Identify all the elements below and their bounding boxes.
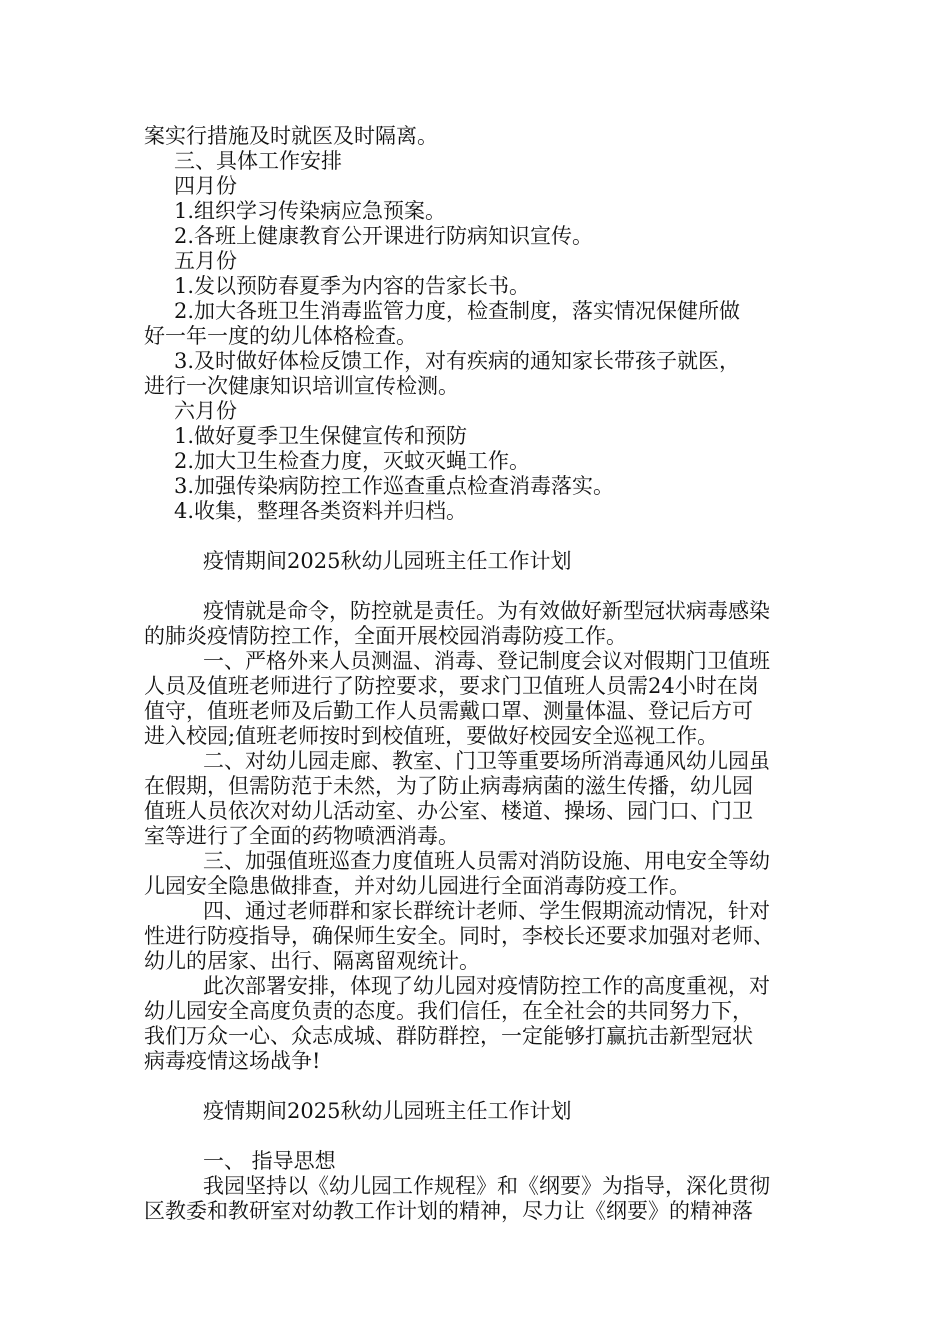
list-item: 2.加大卫生检查力度，灭蚊灭蝇工作。: [174, 449, 531, 473]
paragraph-line: 性进行防疫指导，确保师生安全。同时，李校长还要求加强对老师、: [144, 924, 774, 948]
paragraph-line: 一、严格外来人员测温、消毒、登记制度会议对假期门卫值班: [203, 649, 770, 673]
paragraph-line: 进入校园;值班老师按时到校值班，要做好校园安全巡视工作。: [144, 724, 719, 748]
paragraph-line: 室等进行了全面的药物喷洒消毒。: [144, 824, 459, 848]
spacer: [144, 1124, 824, 1149]
text-line: 案实行措施及时就医及时隔离。: [144, 124, 438, 148]
paragraph-line: 四、通过老师群和家长群统计老师、学生假期流动情况，针对: [203, 899, 770, 923]
spacer: [144, 1074, 824, 1099]
month-heading: 五月份: [174, 249, 237, 273]
text-line: 好一年一度的幼儿体格检查。: [144, 324, 417, 348]
paragraph-line: 值守，值班老师及后勤工作人员需戴口罩、测量体温、登记后方可: [144, 699, 753, 723]
paragraph-line: 幼儿的居家、出行、隔离留观统计。: [144, 949, 480, 973]
paragraph-line: 区教委和教研室对幼教工作计划的精神，尽力让《纲要》的精神落: [144, 1199, 753, 1223]
subheading-guiding-thought: 一、 指导思想: [203, 1149, 336, 1173]
spacer: [144, 524, 824, 549]
paragraph-line: 在假期，但需防范于未然，为了防止病毒病菌的滋生传播，幼儿园: [144, 774, 753, 798]
paragraph-line: 人员及值班老师进行了防控要求，要求门卫值班人员需24小时在岗: [144, 674, 759, 698]
text-line: 进行一次健康知识培训宣传检测。: [144, 374, 459, 398]
list-item: 3.加强传染病防控工作巡查重点检查消毒落实。: [174, 474, 615, 498]
heading-work-arrangement: 三、具体工作安排: [174, 149, 342, 173]
spacer: [144, 574, 824, 599]
paragraph-line: 儿园安全隐患做排查，并对幼儿园进行全面消毒防疫工作。: [144, 874, 690, 898]
paragraph-line: 二、对幼儿园走廊、教室、门卫等重要场所消毒通风幼儿园虽: [203, 749, 770, 773]
list-item: 2.各班上健康教育公开课进行防病知识宣传。: [174, 224, 594, 248]
paragraph-line: 我园坚持以《幼儿园工作规程》和《纲要》为指导，深化贯彻: [203, 1174, 770, 1198]
month-heading: 四月份: [174, 174, 237, 198]
list-item: 1.发以预防春夏季为内容的告家长书。: [174, 274, 531, 298]
paragraph-line: 疫情就是命令，防控就是责任。为有效做好新型冠状病毒感染: [203, 599, 770, 623]
paragraph-line: 此次部署安排，体现了幼儿园对疫情防控工作的高度重视，对: [203, 974, 770, 998]
paragraph-line: 值班人员依次对幼儿活动室、办公室、楼道、操场、园门口、门卫: [144, 799, 753, 823]
paragraph-line: 的肺炎疫情防控工作，全面开展校园消毒防疫工作。: [144, 624, 627, 648]
paragraph-line: 病毒疫情这场战争!: [144, 1049, 321, 1073]
section-title: 疫情期间2025秋幼儿园班主任工作计划: [203, 549, 572, 573]
list-item: 3.及时做好体检反馈工作，对有疾病的通知家长带孩子就医，: [174, 349, 741, 373]
list-item: 1.做好夏季卫生保健宣传和预防: [174, 424, 468, 448]
document-body: [144, 124, 824, 1224]
paragraph-line: 我们万众一心、众志成城、群防群控，一定能够打赢抗击新型冠状: [144, 1024, 753, 1048]
list-item: 2.加大各班卫生消毒监管力度，检查制度，落实情况保健所做: [174, 299, 741, 323]
section-title: 疫情期间2025秋幼儿园班主任工作计划: [203, 1099, 572, 1123]
list-item: 4.收集，整理各类资料并归档。: [174, 499, 468, 523]
list-item: 1.组织学习传染病应急预案。: [174, 199, 447, 223]
month-heading: 六月份: [174, 399, 237, 423]
paragraph-line: 幼儿园安全高度负责的态度。我们信任，在全社会的共同努力下，: [144, 999, 753, 1023]
paragraph-line: 三、加强值班巡查力度值班人员需对消防设施、用电安全等幼: [203, 849, 770, 873]
